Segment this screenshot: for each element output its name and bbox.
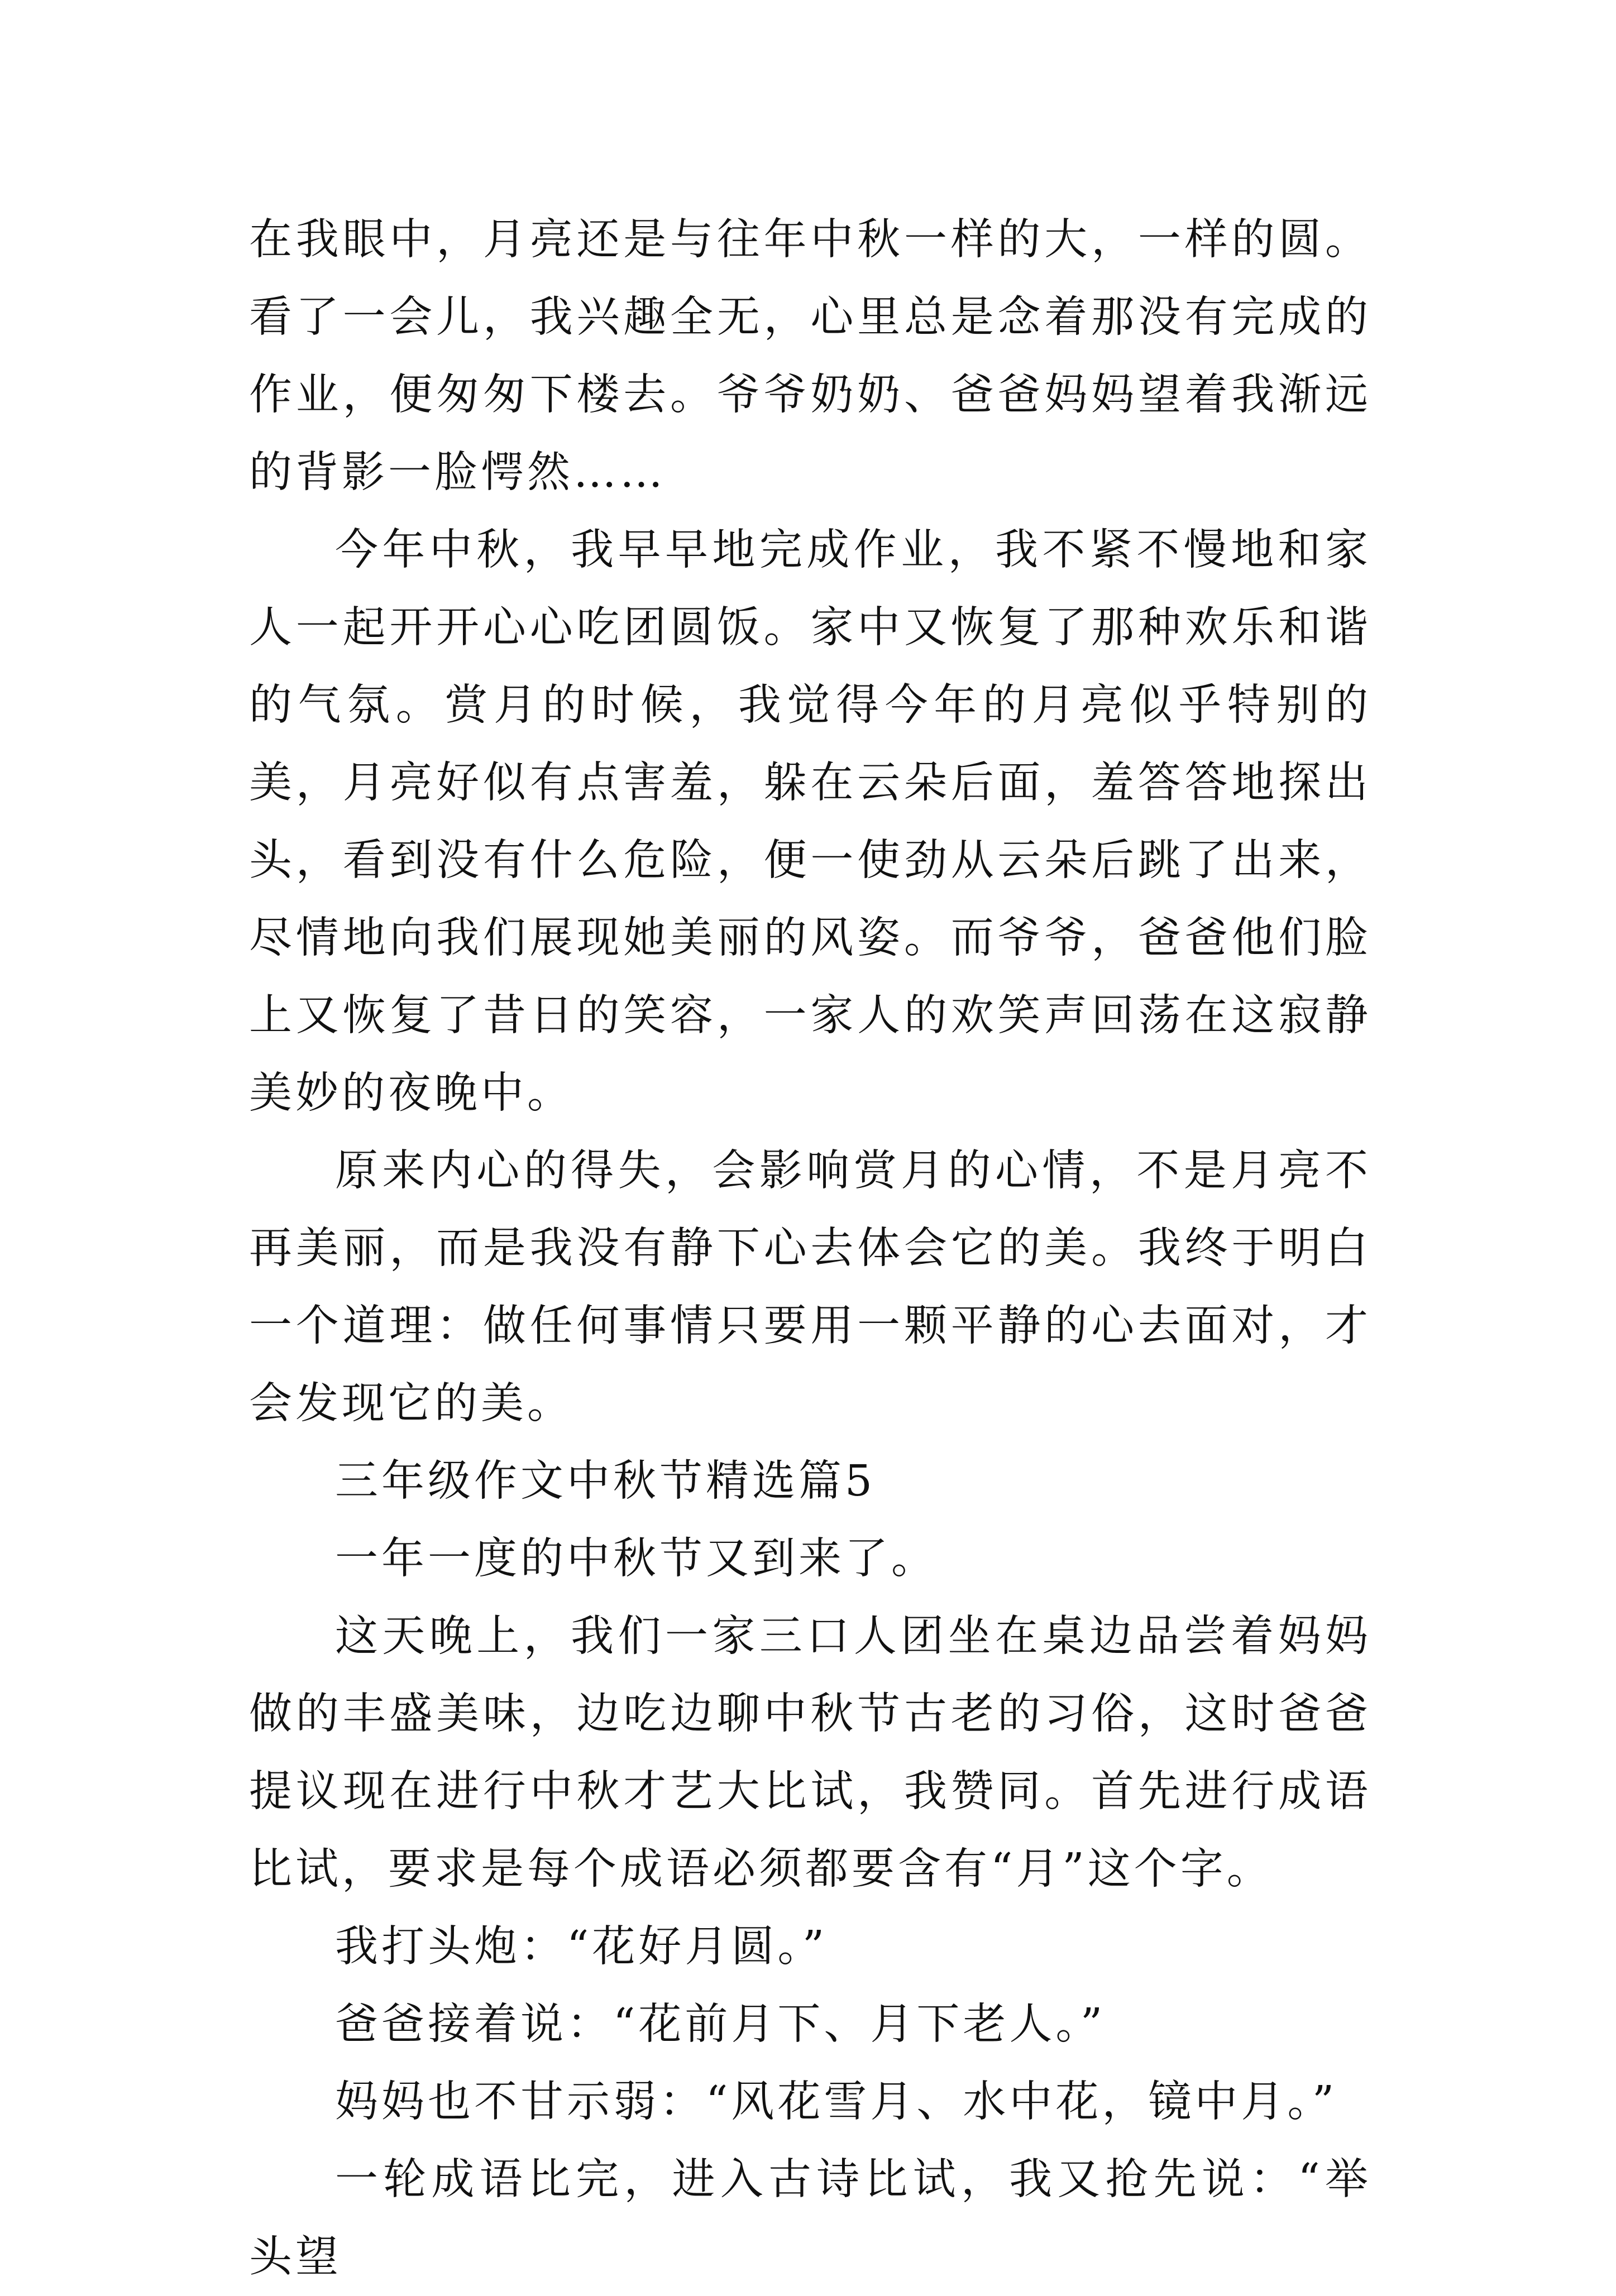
paragraph: 一轮成语比完，进入古诗比试，我又抢先说：“举头望: [249, 2155, 1371, 2282]
paragraph: 这天晚上，我们一家三口人团坐在桌边品尝着妈妈做的丰盛美味，边吃边聊中秋节古老的习俗，这时爸爸提议现在进行中秋才艺大比试，我赞同。首先进行成语比试，要求是每个成语必须都要含有“月”这个字。: [249, 1612, 1371, 1894]
paragraph: 今年中秋，我早早地完成作业，我不紧不慢地和家人一起开开心心吃团圆饭。家中又恢复了那种欢乐和谐的气氛。赏月的时候，我觉得今年的月亮似乎特别的美，月亮好似有点害羞，躲在云朵后面，羞答答地探出头，看到没有什么危险，便一使劲从云朵后跳了出来，尽情地向我们展现她美丽的风姿。而爷爷，爸爸他们脸上又恢复了昔日的笑容，一家人的欢笑声回荡在这寂静美妙的夜晚中。: [249, 525, 1371, 1118]
paragraph: 爸爸接着说：“花前月下、月下老人。”: [335, 2000, 1106, 2049]
paragraph: 我打头炮：“花好月圆。”: [335, 1922, 828, 1972]
body-text: [249, 201, 1371, 2296]
paragraph: 原来内心的得失，会影响赏月的心情，不是月亮不再美丽，而是我没有静下心去体会它的美。我终于明白一个道理：做任何事情只要用一颗平静的心去面对，才会发现它的美。: [249, 1146, 1371, 1429]
section-heading: 三年级作文中秋节精选篇5: [335, 1456, 876, 1506]
paragraph: 一年一度的中秋节又到来了。: [335, 1534, 938, 1584]
paragraph: 妈妈也不甘示弱：“风花雪月、水中花，镜中月。”: [335, 2077, 1338, 2127]
paragraph: 在我眼中，月亮还是与往年中秋一样的大，一样的圆。看了一会儿，我兴趣全无，心里总是念着那没有完成的作业，便匆匆下楼去。爷爷奶奶、爸爸妈妈望着我渐远的背影一脸愕然……: [249, 215, 1371, 497]
